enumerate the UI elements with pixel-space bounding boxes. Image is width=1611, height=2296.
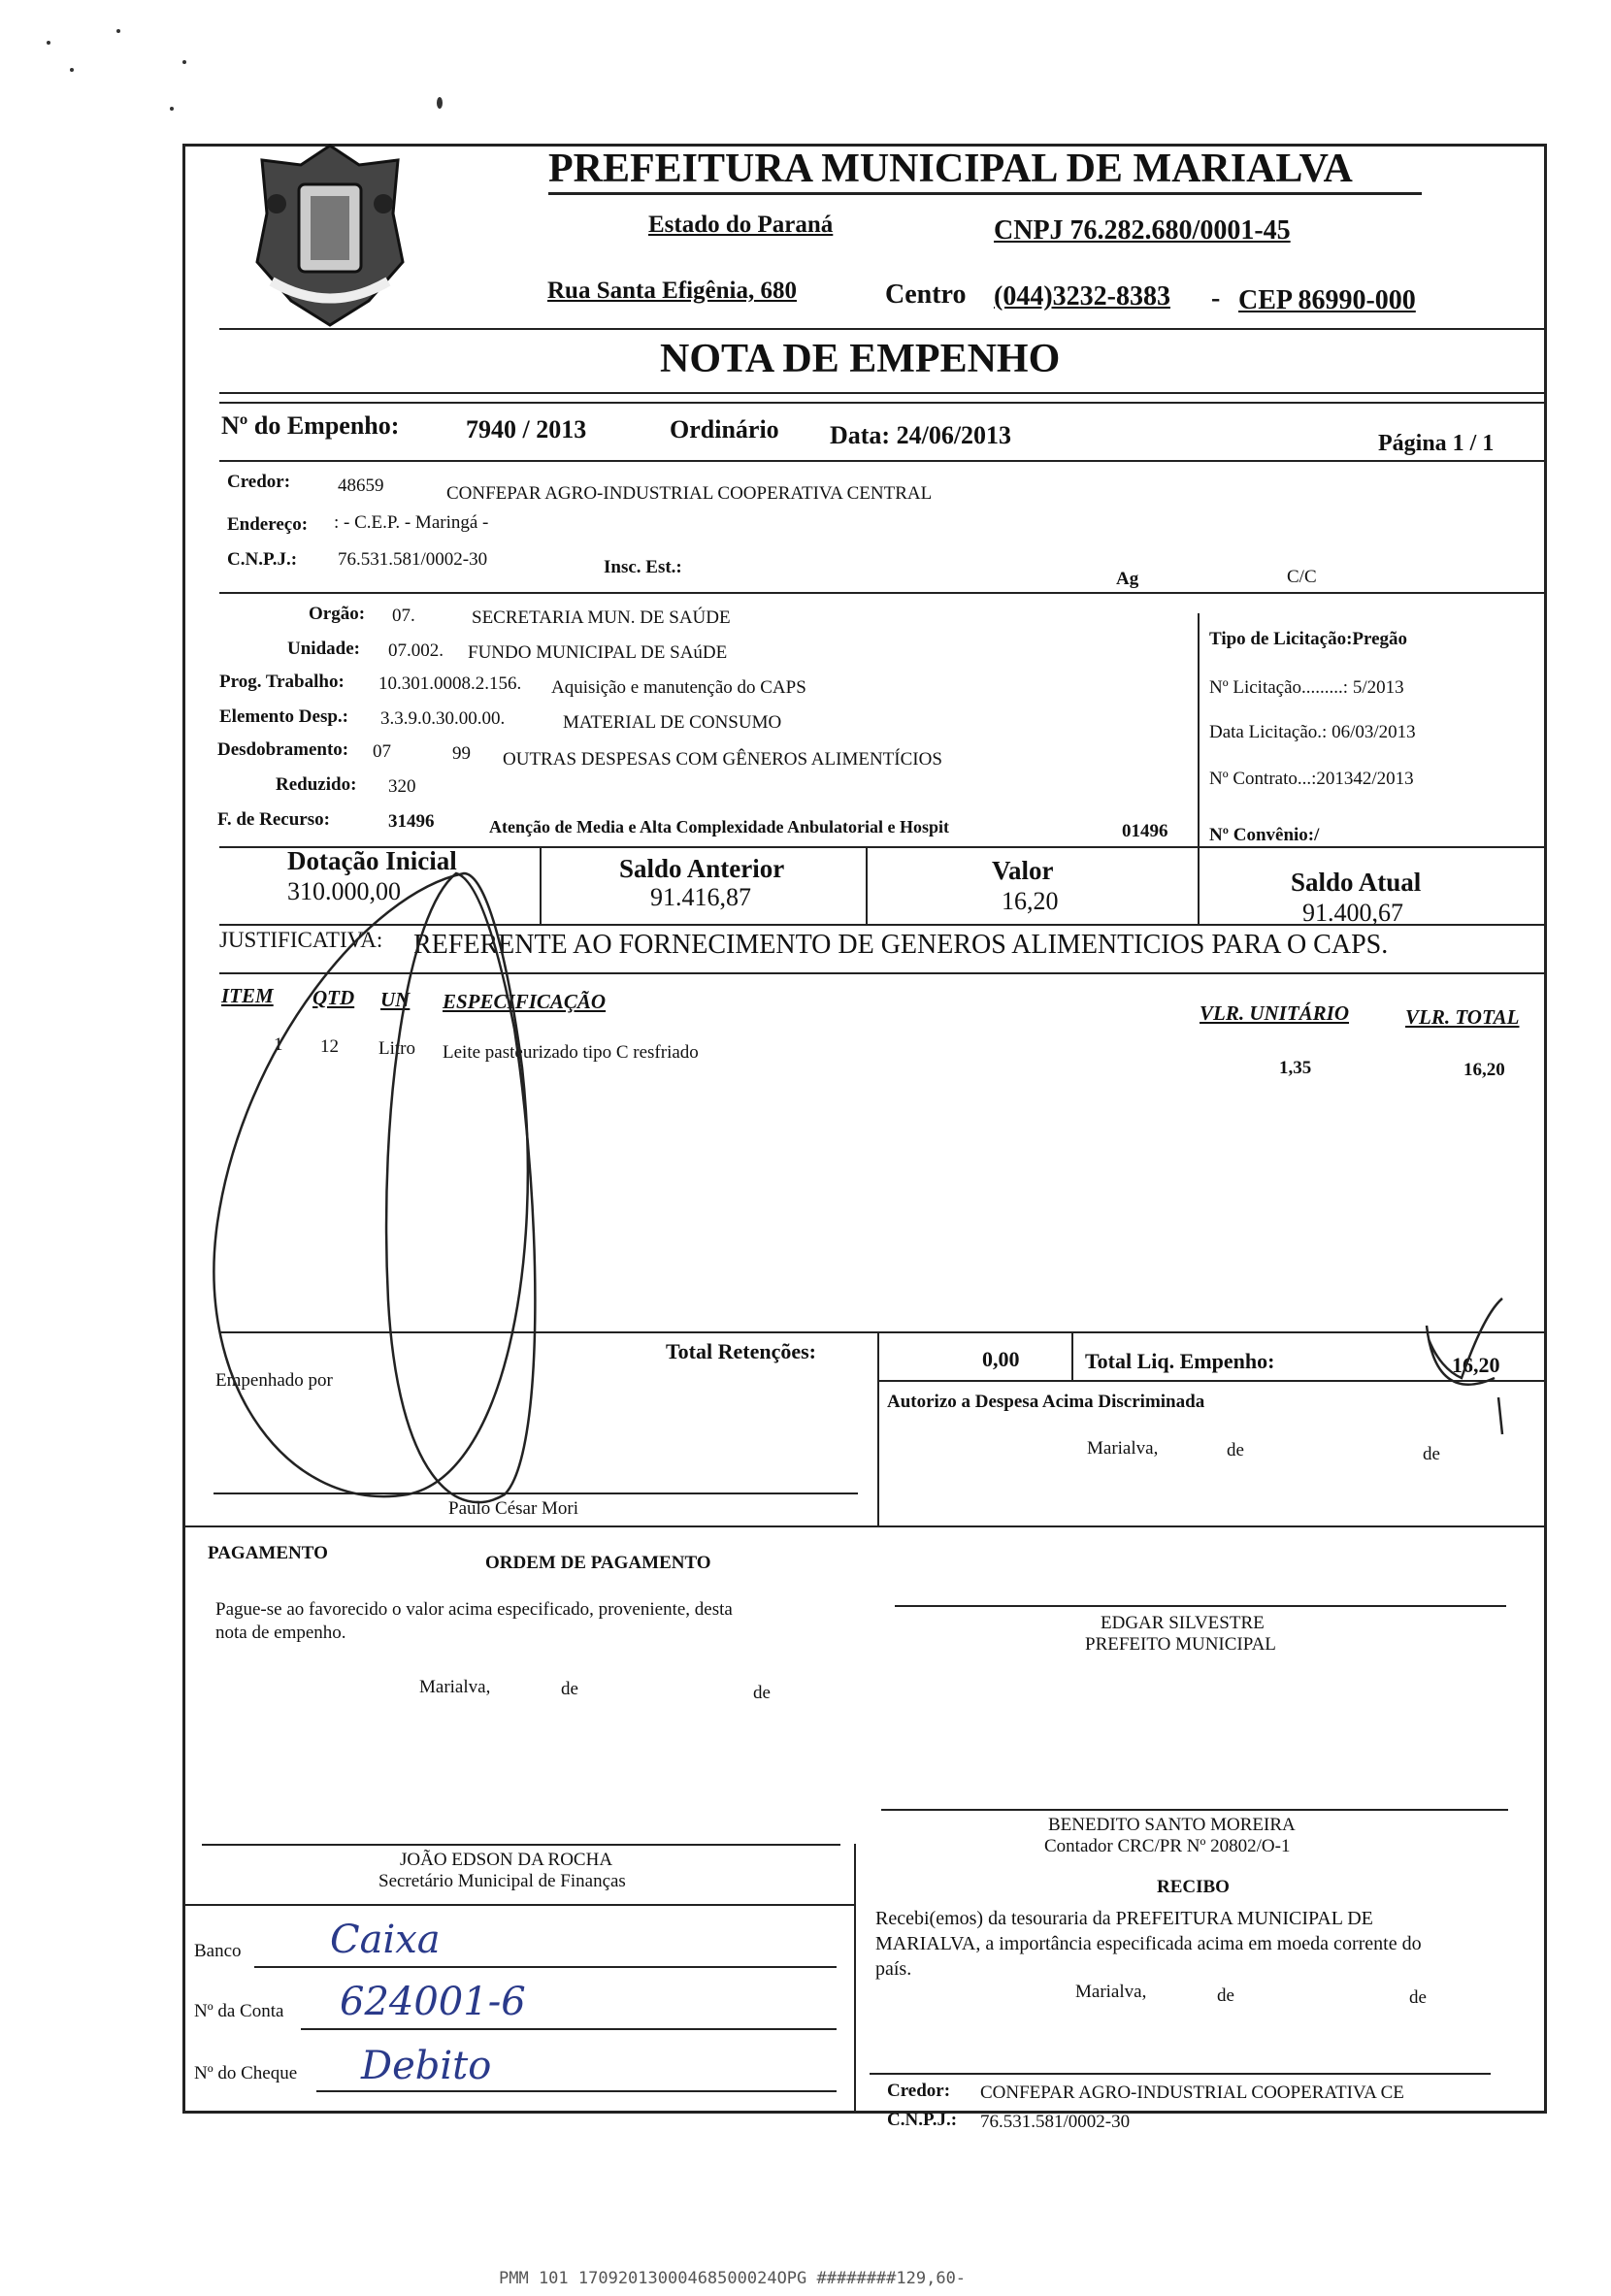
reduzido-value: 320: [388, 776, 416, 797]
saldo-atual-label: Saldo Atual: [1291, 868, 1422, 897]
unidade-label: Unidade:: [287, 639, 360, 659]
address-label: Endereço:: [227, 514, 309, 535]
item-un: Litro: [378, 1038, 415, 1059]
orgao-label: Orgão:: [309, 604, 366, 624]
recurso-code2: 01496: [1122, 821, 1168, 841]
empenho-label: Nº do Empenho:: [221, 411, 400, 440]
numero-contrato: Nº Contrato...:201342/2013: [1209, 769, 1414, 789]
empenhado-name: Paulo César Mori: [448, 1498, 579, 1519]
col-vlr-unitario: VLR. UNITÁRIO: [1200, 1001, 1350, 1025]
item-number: 1: [274, 1034, 283, 1055]
recibo-cnpj: 76.531.581/0002-30: [980, 2112, 1131, 2132]
document-title: NOTA DE EMPENHO: [660, 337, 1061, 381]
recibo-text-1: Recebi(emos) da tesouraria da PREFEITURA MUNICIPAL DE: [875, 1908, 1373, 1929]
ag-label: Ag: [1116, 569, 1139, 589]
reduzido-label: Reduzido:: [276, 774, 357, 795]
valor-label: Valor: [992, 856, 1054, 885]
orgao-code: 07.: [392, 606, 415, 626]
ink-oval-small: [386, 873, 535, 1502]
secretario-name: JOÃO EDSON DA ROCHA: [400, 1850, 613, 1870]
recibo-cnpj-label: C.N.P.J.:: [887, 2110, 958, 2130]
cc-label: C/C: [1287, 567, 1317, 587]
valor-value: 16,20: [1002, 887, 1059, 915]
prefeito-title: PREFEITO MUNICIPAL: [1085, 1634, 1276, 1655]
dotacao-value: 310.000,00: [287, 877, 401, 905]
prefeito-name: EDGAR SILVESTRE: [1101, 1613, 1265, 1633]
pagamento-de1: de: [561, 1679, 578, 1699]
retencoes-value: 0,00: [982, 1347, 1020, 1371]
banco-label: Banco: [194, 1941, 242, 1961]
elemento-label: Elemento Desp.:: [219, 706, 348, 727]
recibo-city: Marialva,: [1075, 1982, 1147, 2002]
credor-name: CONFEPAR AGRO-INDUSTRIAL COOPERATIVA CENTRAL: [446, 483, 933, 504]
pagamento-de2: de: [753, 1683, 771, 1703]
col-item: ITEM: [221, 984, 274, 1007]
banco-handwritten: Caixa: [330, 1918, 441, 1962]
justificativa-label: JUSTIFICATIVA:: [219, 928, 383, 952]
page-number: Página 1 / 1: [1378, 431, 1495, 456]
tipo-licitacao: Tipo de Licitação:Pregão: [1209, 629, 1408, 649]
item-espec: Leite pasteurizado tipo C resfriado: [443, 1042, 699, 1063]
numero-convenio: Nº Convênio:/: [1209, 825, 1320, 845]
desdob-name: OUTRAS DESPESAS COM GÊNEROS ALIMENTÍCIOS: [503, 749, 942, 770]
cnpj-label: C.N.P.J.:: [227, 549, 298, 570]
pague-text-1: Pague-se ao favorecido o valor acima especificado, proveniente, desta: [215, 1599, 733, 1620]
contador-title: Contador CRC/PR Nº 20802/O-1: [1044, 1836, 1291, 1856]
col-qtd: QTD: [312, 986, 355, 1009]
recibo-title: RECIBO: [1157, 1877, 1230, 1897]
recibo-credor-label: Credor:: [887, 2081, 951, 2101]
credor-label: Credor:: [227, 472, 291, 492]
empenho-type: Ordinário: [670, 415, 779, 443]
col-un: UN: [380, 988, 411, 1011]
phone: (044)3232-8383: [994, 281, 1170, 312]
secretario-title: Secretário Municipal de Finanças: [378, 1871, 626, 1891]
item-unit-value: 1,35: [1279, 1058, 1312, 1078]
recurso-code: 31496: [388, 811, 435, 832]
unidade-name: FUNDO MUNICIPAL DE SAúDE: [468, 642, 728, 663]
pagamento-label: PAGAMENTO: [208, 1543, 328, 1563]
footer-code: PMM 101 17092013000468500024OPG ########129,60-: [499, 2269, 967, 2288]
recibo-de2: de: [1409, 1987, 1427, 2008]
empenhado-label: Empenhado por: [215, 1370, 333, 1391]
total-liq-label: Total Liq. Empenho:: [1085, 1349, 1275, 1373]
contador-name: BENEDITO SANTO MOREIRA: [1048, 1815, 1296, 1835]
credor-cnpj: 76.531.581/0002-30: [338, 549, 488, 570]
conta-label: Nº da Conta: [194, 2001, 284, 2021]
data-licitacao: Data Licitação.: 06/03/2013: [1209, 722, 1416, 742]
saldo-anterior-label: Saldo Anterior: [619, 854, 785, 883]
credor-address: : - C.E.P. - Maringá -: [334, 512, 489, 533]
col-especificacao: ESPECIFICAÇÃO: [443, 990, 607, 1013]
desdob-label: Desdobramento:: [217, 739, 349, 760]
credor-code: 48659: [338, 476, 384, 496]
dash-separator: -: [1211, 283, 1221, 313]
prog-label: Prog. Trabalho:: [219, 672, 345, 692]
saldo-atual-value: 91.400,67: [1302, 899, 1403, 927]
cnpj-header: CNPJ 76.282.680/0001-45: [994, 215, 1291, 246]
autorizo-de2: de: [1423, 1444, 1440, 1464]
prog-name: Aquisição e manutenção do CAPS: [551, 677, 806, 698]
district: Centro: [885, 279, 967, 310]
elemento-name: MATERIAL DE CONSUMO: [563, 712, 782, 733]
justificativa-text: REFERENTE AO FORNECIMENTO DE GENEROS ALIMENTICIOS PARA O CAPS.: [413, 930, 1389, 960]
desdob-code2: 99: [452, 743, 471, 764]
insc-label: Insc. Est.:: [604, 557, 682, 577]
address: Rua Santa Efigênia, 680: [547, 278, 797, 304]
item-qtd: 12: [320, 1036, 339, 1057]
autorizo-text: Autorizo a Despesa Acima Discriminada: [887, 1392, 1205, 1412]
retencoes-label: Total Retenções:: [666, 1339, 816, 1363]
pague-text-2: nota de empenho.: [215, 1623, 346, 1643]
prog-code: 10.301.0008.2.156.: [378, 673, 522, 694]
ink-checkmark: [1427, 1298, 1502, 1434]
empenho-date: Data: 24/06/2013: [830, 421, 1012, 449]
pagamento-city: Marialva,: [419, 1677, 491, 1697]
elemento-code: 3.3.9.0.30.00.00.: [380, 708, 506, 729]
col-vlr-total: VLR. TOTAL: [1405, 1005, 1520, 1029]
total-liq-value: 16,20: [1452, 1353, 1500, 1377]
numero-licitacao: Nº Licitação.........: 5/2013: [1209, 677, 1404, 698]
autorizo-city: Marialva,: [1087, 1438, 1159, 1459]
ink-oval-large: [214, 873, 527, 1496]
recurso-label: F. de Recurso:: [217, 809, 330, 830]
municipality-title: PREFEITURA MUNICIPAL DE MARIALVA: [548, 147, 1353, 191]
recurso-name: Atenção de Media e Alta Complexidade Anbulatorial e Hospit: [489, 817, 949, 836]
saldo-anterior-value: 91.416,87: [650, 883, 751, 911]
autorizo-de1: de: [1227, 1440, 1244, 1460]
recibo-text-2: MARIALVA, a importância especificada acima em moeda corrente do: [875, 1933, 1422, 1954]
dotacao-label: Dotação Inicial: [287, 846, 457, 875]
cheque-label: Nº do Cheque: [194, 2063, 298, 2083]
state-name: Estado do Paraná: [648, 212, 834, 238]
ordem-pagamento-title: ORDEM DE PAGAMENTO: [485, 1553, 711, 1573]
cep: CEP 86990-000: [1238, 285, 1416, 315]
recibo-de1: de: [1217, 1985, 1234, 2006]
conta-handwritten: 624001-6: [340, 1980, 526, 2024]
recibo-text-3: país.: [875, 1958, 912, 1980]
orgao-name: SECRETARIA MUN. DE SAÚDE: [472, 607, 731, 628]
empenho-number: 7940 / 2013: [466, 415, 587, 443]
unidade-code: 07.002.: [388, 640, 444, 661]
recibo-credor: CONFEPAR AGRO-INDUSTRIAL COOPERATIVA CE: [980, 2083, 1404, 2103]
desdob-code: 07: [373, 741, 391, 762]
item-total-value: 16,20: [1463, 1060, 1505, 1080]
cheque-handwritten: Debito: [361, 2044, 492, 2088]
